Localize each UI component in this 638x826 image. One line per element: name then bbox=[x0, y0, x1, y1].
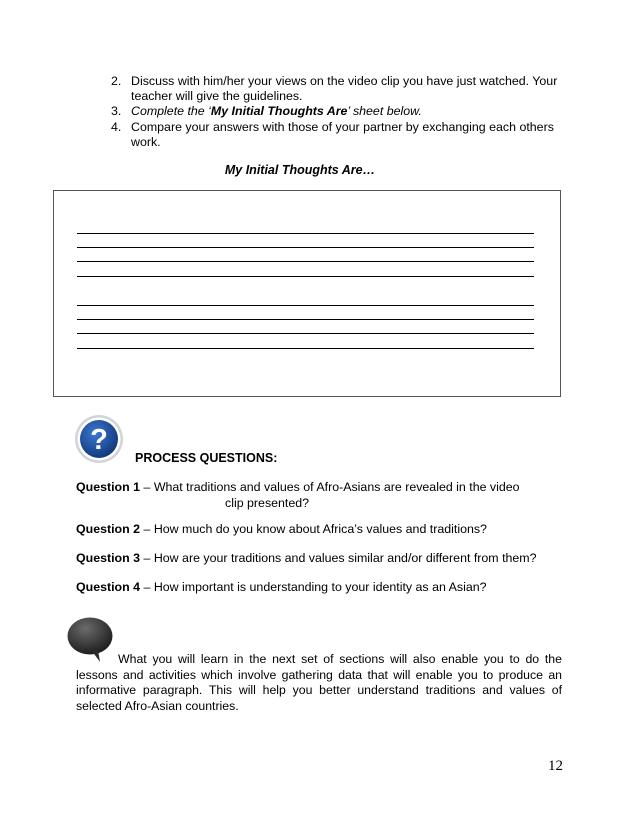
item-text bbox=[131, 104, 581, 119]
list-item bbox=[111, 104, 581, 119]
question-3 bbox=[76, 551, 596, 567]
instruction-list bbox=[111, 74, 581, 150]
item-text-post: ’ sheet below. bbox=[347, 104, 422, 119]
writing-line[interactable] bbox=[77, 261, 534, 262]
page-number: 12 bbox=[548, 758, 563, 774]
item-number: 4. bbox=[111, 119, 122, 134]
question-mark-icon bbox=[74, 414, 124, 464]
item-text: Compare your answers with those of your partner by exchanging each others work. bbox=[131, 119, 554, 149]
question-text: – How are your traditions and values similar and/or different from them? bbox=[143, 551, 537, 565]
sheet-title: My Initial Thoughts Are… bbox=[224, 163, 376, 177]
question-text: – How much do you know about Africa’s values and traditions? bbox=[143, 522, 487, 536]
writing-line[interactable] bbox=[77, 305, 534, 306]
question-4 bbox=[76, 580, 596, 596]
question-text: – How important is understanding to your identity as an Asian? bbox=[143, 580, 487, 594]
svg-text:?: ? bbox=[90, 424, 108, 456]
info-paragraph: What you will learn in the next set of sections will also enable you to do the lessons and activities which involve gathering data that will enable you to produce an informative paragraph. This will help you better understand traditions and values of selected Afro-Asian countries. bbox=[76, 652, 562, 713]
writing-line[interactable] bbox=[77, 348, 534, 349]
question-label: Question 3 bbox=[76, 551, 141, 565]
question-2 bbox=[76, 522, 596, 538]
item-number: 3. bbox=[111, 104, 122, 119]
writing-line[interactable] bbox=[77, 233, 534, 234]
list-item bbox=[111, 74, 581, 104]
writing-line[interactable] bbox=[77, 333, 534, 334]
question-label: Question 4 bbox=[76, 580, 141, 594]
question-1 bbox=[76, 480, 596, 511]
list-item bbox=[111, 120, 581, 150]
item-text-bold: My Initial Thoughts Are bbox=[210, 104, 348, 119]
question-label: Question 1 bbox=[76, 480, 141, 494]
question-label: Question 2 bbox=[76, 522, 141, 536]
writing-line[interactable] bbox=[77, 276, 534, 277]
thoughts-box bbox=[53, 190, 561, 397]
item-text: Discuss with him/her your views on the video clip you have just watched. Your teacher will give the guidelines. bbox=[131, 74, 558, 104]
writing-line[interactable] bbox=[77, 247, 534, 248]
question-text-cont: clip presented? bbox=[225, 495, 310, 510]
process-questions-title: PROCESS QUESTIONS: bbox=[135, 451, 278, 465]
item-text-pre: Complete the ‘ bbox=[131, 104, 211, 119]
writing-line[interactable] bbox=[77, 319, 534, 320]
item-number: 2. bbox=[111, 74, 122, 88]
question-text: – What traditions and values of Afro-Asians are revealed in the video bbox=[143, 480, 520, 494]
